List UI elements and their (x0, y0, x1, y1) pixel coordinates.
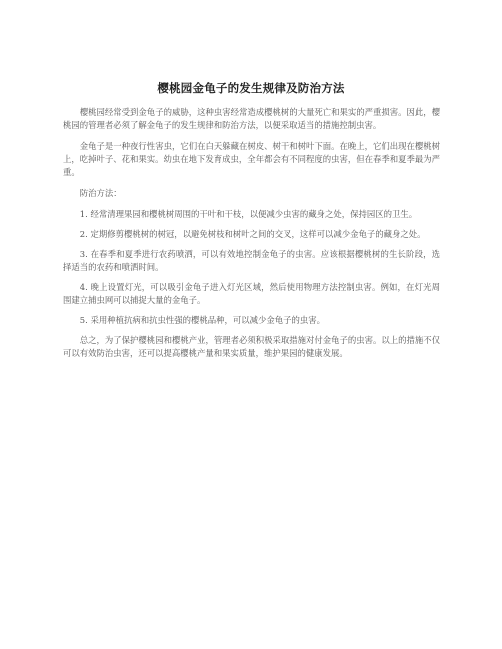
method-item-3: 3. 在春季和夏季进行农药喷洒，可以有效地控制金龟子的虫害。应该根据樱桃树的生长阶段，选择适当的农药和喷洒时间。 (63, 249, 440, 272)
paragraph-intro: 樱桃园经常受到金龟子的威胁，这种虫害经常造成樱桃树的大量死亡和果实的严重损害。因此，樱桃园的管理者必须了解金龟子的发生规律和防治方法，以便采取适当的措施控制虫害。 (63, 107, 440, 130)
method-item-4: 4. 晚上设置灯光，可以吸引金龟子进入灯光区域，然后使用物理方法控制虫害。例如，在灯光周围建立捕虫网可以捕捉大量的金龟子。 (63, 282, 440, 305)
paragraph-conclusion: 总之，为了保护樱桃园和樱桃产业，管理者必须积极采取措施对付金龟子的虫害。以上的措施不仅可以有效防治虫害，还可以提高樱桃产量和果实质量，维护果园的健康发展。 (63, 335, 440, 358)
document-body (63, 106, 440, 368)
paragraph-description: 金龟子是一种夜行性害虫，它们在白天躲藏在树皮、树干和树叶下面。在晚上，它们出现在樱桃树上，吃掉叶子、花和果实。幼虫在地下发育成虫，全年都会有不同程度的虫害，但在春季和夏季最为严重。 (63, 141, 440, 177)
method-item-5: 5. 采用种植抗病和抗虫性强的樱桃品种，可以减少金龟子的虫害。 (79, 315, 325, 325)
method-item-1: 1. 经常清理果园和樱桃树周围的干叶和干枝，以便减少虫害的藏身之处，保持园区的卫生。 (79, 209, 418, 219)
document-title: 樱桃园金龟子的发生规律及防治方法 (157, 81, 345, 95)
section-heading-methods: 防治方法： (79, 188, 122, 198)
method-item-2: 2. 定期修剪樱桃树的树冠，以避免树枝和树叶之间的交叉，这样可以减少金龟子的藏身之处。 (79, 229, 426, 239)
